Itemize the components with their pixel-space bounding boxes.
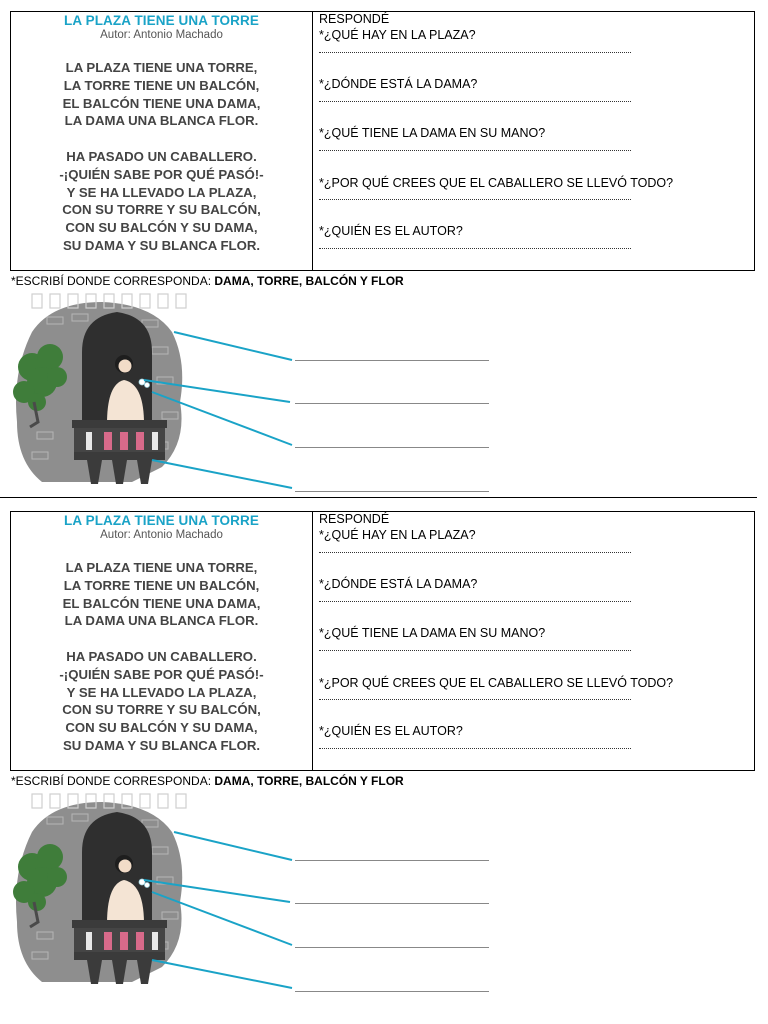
question-5: *¿QUIÉN ES EL AUTOR? (319, 224, 463, 238)
questions-heading: RESPONDÉ (319, 12, 390, 26)
tower-balcony-illustration (12, 792, 492, 992)
answer-field-4[interactable] (319, 699, 631, 700)
label-answer-line-3[interactable] (295, 447, 489, 448)
poem-verse: LA PLAZA TIENE UNA TORRE, (65, 560, 258, 575)
worksheet-1 (0, 0, 768, 495)
page-divider (0, 497, 757, 498)
answer-field-2[interactable] (319, 101, 631, 102)
question-4: *¿POR QUÉ CREES QUE EL CABALLERO SE LLEVÓ TODO? (319, 676, 674, 690)
answer-field-5[interactable] (319, 748, 631, 749)
answer-field-3[interactable] (319, 150, 631, 151)
poem-verse: SU DAMA Y SU BLANCA FLOR. (62, 237, 261, 253)
poem-stanza-1 (11, 59, 312, 130)
instruction-words: DAMA, TORRE, BALCÓN Y FLOR (214, 774, 404, 788)
poem-verse: CON SU TORRE Y SU BALCÓN, (62, 202, 261, 218)
answer-field-1[interactable] (319, 52, 631, 53)
answer-field-1[interactable] (319, 552, 631, 553)
poem-verse: LA TORRE TIENE UN BALCÓN, (63, 577, 260, 593)
question-3: *¿QUÉ TIENE LA DAMA EN SU MANO? (319, 626, 546, 640)
poem-verse: Y SE HA LLEVADO LA PLAZA, (66, 184, 257, 200)
poem-verse: HA PASADO UN CABALLERO. (66, 649, 257, 664)
label-answer-line-3[interactable] (295, 947, 489, 948)
questions-heading: RESPONDÉ (319, 512, 390, 526)
instruction-words: DAMA, TORRE, BALCÓN Y FLOR (214, 274, 404, 288)
poem-verse: CON SU TORRE Y SU BALCÓN, (62, 702, 261, 718)
question-5: *¿QUIÉN ES EL AUTOR? (319, 724, 463, 738)
tower-balcony-illustration (12, 292, 492, 492)
poem-title: LA PLAZA TIENE UNA TORRE (64, 513, 259, 528)
poem-verse: LA PLAZA TIENE UNA TORRE, (65, 60, 258, 75)
poem-verse: CON SU BALCÓN Y SU DAMA, (65, 720, 258, 736)
instruction-prefix: *ESCRIBÍ DONDE CORRESPONDA: (11, 274, 215, 288)
poem-verse: LA DAMA UNA BLANCA FLOR. (64, 113, 259, 129)
answer-field-2[interactable] (319, 601, 631, 602)
answer-field-5[interactable] (319, 248, 631, 249)
poem-verse: Y SE HA LLEVADO LA PLAZA, (66, 684, 257, 700)
labeling-instruction (11, 774, 404, 788)
label-answer-line-4[interactable] (295, 491, 489, 492)
poem-stanza-1 (11, 559, 312, 630)
label-answer-line-1[interactable] (295, 860, 489, 861)
labeling-instruction (11, 274, 404, 288)
label-answer-line-2[interactable] (295, 903, 489, 904)
poem-stanza-2 (11, 148, 312, 255)
label-answer-line-2[interactable] (295, 403, 489, 404)
instruction-prefix: *ESCRIBÍ DONDE CORRESPONDA: (11, 774, 215, 788)
poem-questions-box (10, 511, 755, 771)
question-4: *¿POR QUÉ CREES QUE EL CABALLERO SE LLEVÓ TODO? (319, 176, 674, 190)
poem-author: Autor: Antonio Machado (100, 29, 223, 41)
poem-verse: -¡QUIÉN SABE POR QUÉ PASÓ!- (59, 166, 264, 182)
answer-field-4[interactable] (319, 199, 631, 200)
poem-title: LA PLAZA TIENE UNA TORRE (64, 13, 259, 28)
poem-verse: LA DAMA UNA BLANCA FLOR. (64, 613, 259, 629)
poem-verse: SU DAMA Y SU BLANCA FLOR. (62, 737, 261, 753)
question-3: *¿QUÉ TIENE LA DAMA EN SU MANO? (319, 126, 546, 140)
question-2: *¿DÓNDE ESTÁ LA DAMA? (319, 77, 478, 91)
poem-verse: -¡QUIÉN SABE POR QUÉ PASÓ!- (59, 666, 264, 682)
column-divider (312, 512, 313, 770)
poem-verse: CON SU BALCÓN Y SU DAMA, (65, 220, 258, 236)
label-answer-line-1[interactable] (295, 360, 489, 361)
column-divider (312, 12, 313, 270)
poem-stanza-2 (11, 648, 312, 755)
question-2: *¿DÓNDE ESTÁ LA DAMA? (319, 577, 478, 591)
answer-field-3[interactable] (319, 650, 631, 651)
question-1: *¿QUÉ HAY EN LA PLAZA? (319, 528, 476, 542)
poem-questions-box (10, 11, 755, 271)
poem-author: Autor: Antonio Machado (100, 529, 223, 541)
poem-verse: LA TORRE TIENE UN BALCÓN, (63, 77, 260, 93)
question-1: *¿QUÉ HAY EN LA PLAZA? (319, 28, 476, 42)
label-answer-line-4[interactable] (295, 991, 489, 992)
poem-verse: HA PASADO UN CABALLERO. (66, 149, 257, 164)
poem-verse: EL BALCÓN TIENE UNA DAMA, (62, 595, 261, 611)
poem-verse: EL BALCÓN TIENE UNA DAMA, (62, 95, 261, 111)
worksheet-2 (0, 500, 768, 995)
